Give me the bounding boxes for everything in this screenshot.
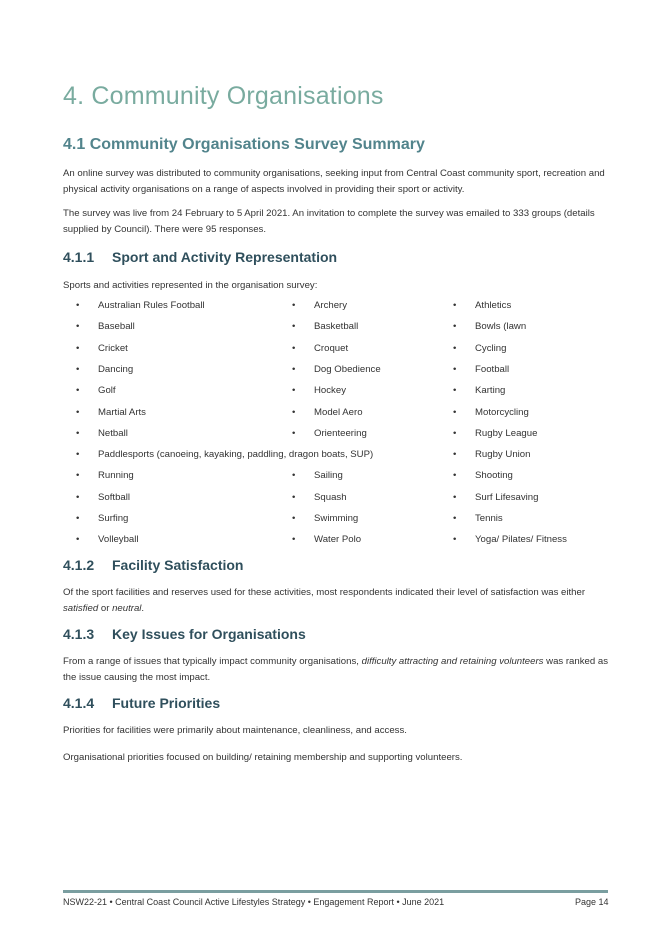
bullet-icon: • bbox=[453, 406, 457, 418]
list-item-label: Golf bbox=[98, 385, 116, 397]
list-item-label: Croquet bbox=[314, 342, 349, 354]
list-item-label: Football bbox=[475, 363, 510, 375]
list-item-label: Bowls (lawn bbox=[475, 321, 527, 333]
bullet-icon: • bbox=[453, 513, 457, 524]
list-item-label: Dog Obedience bbox=[314, 363, 381, 375]
list-item-label: Cycling bbox=[475, 342, 507, 354]
bullet-icon: • bbox=[76, 449, 80, 461]
list-item-label: Swimming bbox=[314, 513, 359, 524]
bullet-icon: • bbox=[453, 363, 457, 375]
page-number: Page 14 bbox=[575, 897, 609, 907]
bullet-icon: • bbox=[76, 513, 80, 524]
bullet-icon: • bbox=[292, 385, 296, 397]
section-4-1-paragraph-2: The survey was live from 24 February to 5 April 2021. An invitation to complete the survey was emailed to 333 groups (details supplied by Council). There were 95 responses. bbox=[63, 208, 595, 235]
footer-text: NSW22-21 • Central Coast Council Active Lifestyles Strategy • Engagement Report • June 2021 bbox=[63, 897, 445, 907]
section-4-1-4-number: 4.1.4 bbox=[63, 695, 95, 711]
bullet-icon: • bbox=[453, 300, 457, 311]
bullet-icon: • bbox=[453, 491, 457, 503]
bullet-icon: • bbox=[292, 470, 296, 482]
bullet-icon: • bbox=[76, 385, 80, 397]
list-item-label: Rugby League bbox=[475, 427, 538, 439]
emphasis-satisfied: satisfied bbox=[63, 603, 99, 614]
section-4-1-1-heading bbox=[63, 249, 337, 265]
bullet-icon: • bbox=[76, 427, 80, 439]
list-item-label: Surfing bbox=[98, 513, 129, 524]
list-item-label: Orienteering bbox=[314, 427, 367, 439]
bullet-icon: • bbox=[453, 470, 457, 482]
section-4-1-3-number: 4.1.3 bbox=[63, 626, 95, 642]
list-item-label: Sailing bbox=[314, 470, 343, 482]
bullet-icon: • bbox=[292, 363, 296, 375]
list-item-label: Netball bbox=[98, 427, 128, 439]
bullet-icon: • bbox=[292, 406, 296, 418]
section-4-1-4-title: Future Priorities bbox=[112, 695, 221, 711]
bullet-icon: • bbox=[76, 406, 80, 418]
text-segment: was ranked as the issue causing the most impact. bbox=[63, 656, 608, 683]
list-item-label: Water Polo bbox=[314, 534, 362, 546]
section-4-1-3-title: Key Issues for Organisations bbox=[112, 626, 306, 642]
section-4-1-2-title: Facility Satisfaction bbox=[112, 557, 244, 573]
bullet-icon: • bbox=[453, 534, 457, 546]
list-item-label: Rugby Union bbox=[475, 449, 531, 461]
list-item-label: Archery bbox=[314, 300, 348, 311]
list-item-label: Volleyball bbox=[98, 534, 139, 546]
list-item-label: Running bbox=[98, 470, 134, 482]
list-item-label: Hockey bbox=[314, 385, 346, 397]
list-item-label: Athletics bbox=[475, 300, 512, 311]
section-4-1-4-paragraph-2: Organisational priorities focused on building/ retaining membership and supporting volunteers. bbox=[63, 752, 463, 763]
text-segment: Of the sport facilities and reserves used for these activities, most respondents indicated their level of satisfaction was either bbox=[63, 587, 586, 598]
bullet-icon: • bbox=[453, 427, 457, 439]
text-segment: or bbox=[98, 603, 113, 614]
list-item-label: Tennis bbox=[475, 513, 503, 524]
section-4-1-1-intro: Sports and activities represented in the organisation survey: bbox=[63, 280, 318, 291]
list-item-label: Model Aero bbox=[314, 406, 363, 418]
list-item-label: Baseball bbox=[98, 321, 135, 333]
section-4-1-4-paragraph-1: Priorities for facilities were primarily about maintenance, cleanliness, and access. bbox=[63, 725, 407, 736]
list-item-label: Softball bbox=[98, 491, 130, 503]
section-4-1-2-heading bbox=[63, 557, 243, 573]
list-item-label: Basketball bbox=[314, 321, 359, 333]
section-4-1-4-heading bbox=[63, 695, 220, 711]
list-item-label: Karting bbox=[475, 385, 506, 397]
list-item-label: Yoga/ Pilates/ Fitness bbox=[475, 534, 567, 546]
bullet-icon: • bbox=[76, 300, 80, 311]
section-4-1-3-heading bbox=[63, 626, 306, 642]
section-4-1-1-title: Sport and Activity Representation bbox=[112, 249, 338, 265]
section-4-1-title: 4.1 Community Organisations Survey Summary bbox=[63, 136, 425, 153]
list-item-label: Australian Rules Football bbox=[98, 300, 205, 311]
bullet-icon: • bbox=[292, 534, 296, 546]
section-4-1-2-number: 4.1.2 bbox=[63, 557, 95, 573]
bullet-icon: • bbox=[292, 513, 296, 524]
section-4-1-3-paragraph bbox=[63, 654, 608, 686]
text-segment: . bbox=[141, 603, 145, 614]
list-item-label: Cricket bbox=[98, 342, 128, 354]
page-heading: 4. Community Organisations bbox=[63, 82, 384, 110]
bullet-icon: • bbox=[292, 321, 296, 333]
list-item-label: Dancing bbox=[98, 363, 134, 375]
text-segment: From a range of issues that typically impact community organisations, bbox=[63, 656, 362, 667]
bullet-icon: • bbox=[76, 470, 80, 482]
bullet-icon: • bbox=[453, 321, 457, 333]
bullet-icon: • bbox=[76, 363, 80, 375]
footer-divider bbox=[63, 890, 608, 893]
bullet-icon: • bbox=[292, 342, 296, 354]
bullet-icon: • bbox=[76, 491, 80, 503]
list-item-label: Surf Lifesaving bbox=[475, 491, 539, 503]
list-item-label: Paddlesports (canoeing, kayaking, paddling, dragon boats, SUP) bbox=[98, 449, 374, 461]
bullet-icon: • bbox=[292, 491, 296, 503]
section-4-1-paragraph-1: An online survey was distributed to community organisations, seeking input from Central Coast community sport, recreation and physical activity organisations on a range of aspects involved in providing their sport or activity. bbox=[63, 168, 605, 195]
section-4-1-2-paragraph bbox=[63, 585, 608, 617]
list-item-label: Shooting bbox=[475, 470, 513, 482]
emphasis-volunteers: difficulty attracting and retaining volunteers bbox=[361, 656, 544, 667]
section-4-1-1-number: 4.1.1 bbox=[63, 249, 95, 265]
bullet-icon: • bbox=[76, 342, 80, 354]
bullet-icon: • bbox=[76, 321, 80, 333]
bullet-icon: • bbox=[292, 427, 296, 439]
list-item-label: Martial Arts bbox=[98, 406, 146, 418]
emphasis-neutral: neutral bbox=[112, 603, 142, 614]
list-item-label: Squash bbox=[314, 491, 347, 503]
bullet-icon: • bbox=[76, 534, 80, 546]
bullet-icon: • bbox=[453, 385, 457, 397]
bullet-icon: • bbox=[453, 449, 457, 461]
bullet-icon: • bbox=[453, 342, 457, 354]
list-item-label: Motorcycling bbox=[475, 406, 529, 418]
bullet-icon: • bbox=[292, 300, 296, 311]
